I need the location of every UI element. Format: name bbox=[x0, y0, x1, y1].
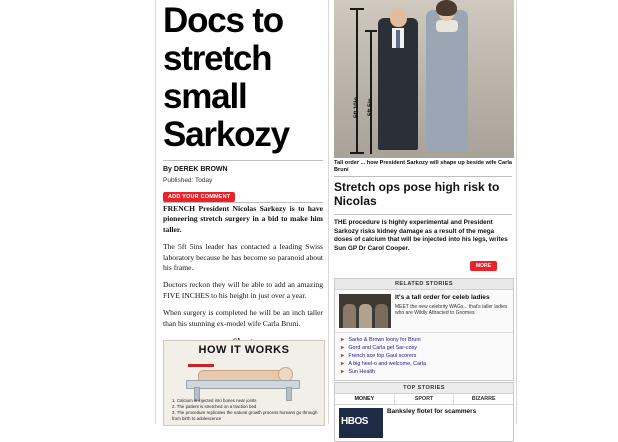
thumb-figure-3 bbox=[375, 304, 388, 328]
sidebar-body: THE procedure is highly experimental and President Sarkozy risks kidney damage as a result of the mega doses of calcium that will be injected into his legs, writes Sun GP Dr Carol Cooper. bbox=[334, 219, 508, 252]
divider-sidebar-top bbox=[334, 176, 512, 177]
bed-frame-shape bbox=[186, 380, 300, 389]
article-paragraph-3: Doctors reckon they will be able to add an amazing FIVE INCHES to his height in just over a year. bbox=[163, 280, 323, 300]
top-story-title: Banksley flotet for scammers bbox=[387, 408, 477, 415]
thumb-figure-1 bbox=[343, 304, 356, 328]
related-stories-header: RELATED STORIES bbox=[335, 279, 513, 290]
related-link-5[interactable] bbox=[340, 368, 508, 376]
traction-bed-illustration bbox=[172, 360, 316, 400]
byline: By DEREK BROWN bbox=[163, 166, 228, 173]
photo-caption: Tall order ... how President Sarkozy will shape up beside wife Carla Bruni bbox=[334, 160, 513, 174]
top-stories-tabs bbox=[335, 394, 513, 405]
divider-sidebar-mid bbox=[334, 214, 512, 215]
related-link-3[interactable] bbox=[340, 352, 508, 360]
article-paragraph-2: The 5ft 5ins leader has contacted a leading Swiss laboratory because he has become so paranoid about his frame. bbox=[163, 242, 323, 273]
how-it-works-notes bbox=[172, 398, 318, 422]
related-link-4[interactable] bbox=[340, 360, 508, 368]
related-story-summary: MEET the new celebrity WAGs... that's taller ladies who are Wildly Attracted to Gnomes bbox=[395, 304, 508, 317]
sidebar-headline: Stretch ops pose high risk to Nicolas bbox=[334, 180, 500, 208]
hbos-logo: HBOS bbox=[341, 416, 368, 427]
bullet-icon: ► bbox=[340, 353, 346, 359]
related-link-5-label: Sun Health bbox=[348, 369, 376, 375]
stretch-arrow-icon bbox=[188, 364, 214, 367]
top-story-thumbnail bbox=[339, 408, 383, 438]
more-button[interactable]: MORE bbox=[470, 261, 497, 271]
related-links-list bbox=[335, 332, 513, 380]
measure-tick-left-bottom bbox=[350, 152, 364, 154]
bullet-icon: ► bbox=[340, 345, 346, 351]
figure-sarkozy-tie bbox=[396, 30, 400, 48]
top-story-item[interactable] bbox=[335, 405, 513, 441]
related-link-4-label: A big heel-o and welcome, Carla bbox=[348, 361, 426, 367]
related-story-title: It's a tall order for celeb ladies bbox=[395, 294, 490, 301]
column-divider-right bbox=[516, 0, 517, 424]
related-link-3-label: French ace top Gaul scorers bbox=[348, 353, 417, 359]
related-story-item[interactable] bbox=[335, 290, 513, 332]
related-link-2-label: Gord and Carla get Sar-cosy bbox=[348, 345, 417, 351]
related-link-1-label: Sarko & Brown loony for Bruni bbox=[348, 337, 421, 343]
measure-tick-right-top bbox=[365, 30, 377, 32]
figure-bruni-hair bbox=[436, 0, 457, 16]
how-it-works-title: HOW IT WORKS bbox=[198, 344, 290, 356]
bullet-icon: ► bbox=[340, 361, 346, 367]
how-it-works-note-2: 2. The patient is stretched on a traction bed bbox=[172, 404, 257, 409]
related-story-thumbnail bbox=[339, 294, 391, 328]
add-comment-button[interactable]: ADD YOUR COMMENT bbox=[163, 192, 235, 202]
top-stories-box bbox=[334, 382, 514, 442]
how-it-works-graphic bbox=[163, 340, 325, 426]
measure-label-left: 5ft 10in bbox=[354, 96, 360, 118]
divider-below-comment bbox=[163, 202, 323, 203]
tab-sport[interactable]: SPORT bbox=[395, 394, 455, 404]
tab-bizarre[interactable]: BIZARRE bbox=[471, 396, 496, 402]
related-stories-box bbox=[334, 278, 514, 381]
top-stories-header: TOP STORIES bbox=[335, 383, 513, 394]
related-link-2[interactable] bbox=[340, 344, 508, 352]
thumb-figure-2 bbox=[359, 304, 372, 328]
bullet-icon: ► bbox=[340, 337, 346, 343]
tab-money[interactable]: MONEY bbox=[335, 394, 395, 404]
photo-background bbox=[334, 0, 514, 158]
column-divider-left bbox=[155, 0, 156, 424]
measure-label-right: 5ft 5in bbox=[368, 98, 374, 116]
measure-tick-left-top bbox=[350, 8, 364, 10]
how-it-works-note-1: 1. Calcium is injected into bones near joints bbox=[172, 398, 257, 403]
measure-axis-right bbox=[370, 30, 372, 154]
figure-sarkozy-head bbox=[390, 8, 407, 27]
how-it-works-note-3: 3. The procedure replicates the natural growth process humans go through from birth to adolescence bbox=[172, 410, 318, 421]
lead-photo bbox=[334, 0, 514, 158]
article-paragraph-4: When surgery is completed he will be an inch taller than his stunning ex-model wife Carla Bruni. bbox=[163, 308, 323, 328]
page-title: Docs to stretch small Sarkozy bbox=[163, 1, 289, 154]
divider-above-byline bbox=[163, 160, 323, 161]
related-story-text bbox=[395, 294, 509, 328]
measure-axis-left bbox=[356, 8, 358, 154]
bullet-icon: ► bbox=[340, 369, 346, 375]
figure-bruni-scarf bbox=[436, 20, 458, 32]
published-date: Published: Today bbox=[163, 177, 213, 184]
article-paragraph-1: FRENCH President Nicolas Sarkozy is to have pioneering stretch surgery in a bid to make him taller. bbox=[163, 204, 323, 234]
related-link-1[interactable] bbox=[340, 336, 508, 344]
